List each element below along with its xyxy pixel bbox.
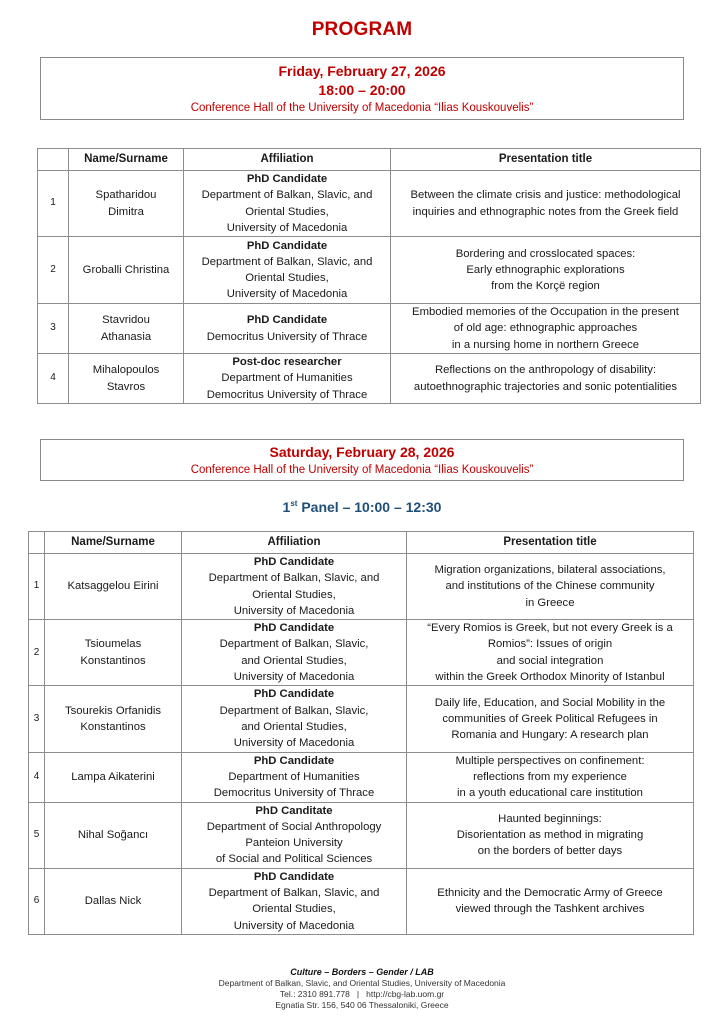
presentation-title: Migration organizations, bilateral associations, and institutions of the Chinese community in Greece bbox=[407, 554, 694, 620]
footer-contact: Tel.: 2310 891.778 | http://cbg-lab.uom.gr bbox=[279, 989, 445, 999]
footer-department: Department of Balkan, Slavic, and Oriental Studies, University of Macedonia bbox=[218, 978, 506, 988]
role: PhD Candidate bbox=[253, 622, 335, 635]
row-number: 1 bbox=[29, 554, 45, 620]
affiliation: PhD Candidate Department of Balkan, Slavic, and Oriental Studies, University of Macedonia bbox=[182, 620, 407, 686]
presenter-name: Spatharidou Dimitra bbox=[69, 171, 184, 237]
presentation-title: Ethnicity and the Democratic Army of Greece viewed through the Tashkent archives bbox=[407, 868, 694, 934]
affiliation: PhD Candidate Department of Balkan, Slavic, and Oriental Studies, University of Macedonia bbox=[182, 554, 407, 620]
role: PhD Candidate bbox=[253, 870, 335, 883]
row-number: 3 bbox=[38, 304, 69, 354]
row-number: 2 bbox=[29, 620, 45, 686]
header-number bbox=[29, 532, 45, 554]
presenter-name: Tsourekis Orfanidis Konstantinos bbox=[45, 686, 182, 752]
row-number: 5 bbox=[29, 802, 45, 868]
role: PhD Candidate bbox=[246, 173, 328, 185]
presenter-name: Lampa Aikaterini bbox=[45, 752, 182, 802]
footer bbox=[0, 967, 724, 1011]
header-presentation-title: Presentation title bbox=[407, 532, 694, 554]
presentation-title: Multiple perspectives on confinement: reflections from my experience in a youth educational care institution bbox=[407, 752, 694, 802]
day2-venue: Conference Hall of the University of Macedonia “Ilias Kouskouvelis” bbox=[190, 464, 534, 476]
footer-lab-name: Culture – Borders – Gender / LAB bbox=[290, 967, 434, 977]
table-row bbox=[38, 237, 701, 304]
page-title: PROGRAM bbox=[311, 19, 413, 40]
table-row bbox=[38, 171, 701, 237]
presenter-name: Nihal Soğancı bbox=[45, 802, 182, 868]
presenter-name: Tsioumelas Konstantinos bbox=[45, 620, 182, 686]
day1-time: 18:00 – 20:00 bbox=[318, 82, 406, 98]
role: PhD Candidate bbox=[246, 314, 328, 327]
affiliation: PhD Candidate Department of Balkan, Slavic, and Oriental Studies, University of Macedonia bbox=[182, 868, 407, 934]
presentation-title: Bordering and crosslocated spaces: Early ethnographic explorations from the Korçë region bbox=[391, 237, 701, 304]
row-number: 1 bbox=[38, 171, 69, 237]
presentation-title: Daily life, Education, and Social Mobility in the communities of Greek Political Refugees in Romania and Hungary: A research plan bbox=[407, 686, 694, 752]
day2-date: Saturday, February 28, 2026 bbox=[269, 444, 455, 460]
day1-program-table bbox=[37, 148, 701, 404]
affiliation: PhD Candidate Department of Balkan, Slavic, and Oriental Studies, University of Macedonia bbox=[184, 237, 391, 304]
role: PhD Candidate bbox=[253, 688, 335, 701]
presenter-name: Mihalopoulos Stavros bbox=[69, 354, 184, 404]
row-number: 4 bbox=[38, 354, 69, 404]
presentation-title: “Every Romios is Greek, but not every Greek is a Romios”: Issues of origin and social integration within the Greek Orthodox Minority of Istanbul bbox=[407, 620, 694, 686]
affiliation: PhD Canditate Department of Social Anthropology Panteion University of Social and Political Sciences bbox=[182, 802, 407, 868]
header-presentation-title: Presentation title bbox=[391, 149, 701, 171]
table-row bbox=[29, 554, 694, 620]
affiliation: PhD Candidate Department of Balkan, Slavic, and Oriental Studies, University of Macedonia bbox=[184, 171, 391, 237]
table-row bbox=[29, 620, 694, 686]
role: PhD Candidate bbox=[246, 239, 328, 252]
day1-venue: Conference Hall of the University of Macedonia “Ilias Kouskouvelis” bbox=[190, 102, 534, 114]
header-name: Name/Surname bbox=[45, 532, 182, 554]
day2-program-table bbox=[28, 531, 694, 935]
day2-header-box bbox=[40, 439, 684, 481]
table-row bbox=[29, 686, 694, 752]
affiliation: Post-doc researcher Department of Humanities Democritus University of Thrace bbox=[184, 354, 391, 404]
presentation-title: Reflections on the anthropology of disability: autoethnographic trajectories and sonic potentialities bbox=[391, 354, 701, 404]
presenter-name: Groballi Christina bbox=[69, 237, 184, 304]
presentation-title: Haunted beginnings: Disorientation as method in migrating on the borders of better days bbox=[407, 802, 694, 868]
presenter-name: Dallas Nick bbox=[45, 868, 182, 934]
row-number: 2 bbox=[38, 237, 69, 304]
table-header-row bbox=[29, 532, 694, 554]
header-affiliation: Affiliation bbox=[182, 532, 407, 554]
table-row bbox=[29, 752, 694, 802]
panel-heading: 1st Panel – 10:00 – 12:30 bbox=[282, 499, 442, 515]
presenter-name: Katsaggelou Eirini bbox=[45, 554, 182, 620]
row-number: 3 bbox=[29, 686, 45, 752]
presenter-name: Stavridou Athanasia bbox=[69, 304, 184, 354]
affiliation: PhD Candidate Department of Balkan, Slavic, and Oriental Studies, University of Macedonia bbox=[182, 686, 407, 752]
role: PhD Candidate bbox=[253, 754, 335, 767]
header-number bbox=[38, 149, 69, 171]
affiliation: PhD Candidate Department of Humanities Democritus University of Thrace bbox=[182, 752, 407, 802]
header-affiliation: Affiliation bbox=[184, 149, 391, 171]
role: Post-doc researcher bbox=[232, 356, 342, 369]
role: PhD Canditate bbox=[255, 804, 333, 817]
table-row bbox=[29, 868, 694, 934]
row-number: 6 bbox=[29, 868, 45, 934]
row-number: 4 bbox=[29, 752, 45, 802]
day1-date: Friday, February 27, 2026 bbox=[278, 63, 446, 79]
table-row bbox=[38, 304, 701, 354]
day1-header-box bbox=[40, 57, 684, 120]
header-name: Name/Surname bbox=[69, 149, 184, 171]
table-row bbox=[29, 802, 694, 868]
footer-address: Egnatia Str. 156, 540 06 Thessaloniki, Greece bbox=[275, 1000, 449, 1010]
affiliation: PhD Candidate Democritus University of Thrace bbox=[184, 304, 391, 354]
role: PhD Candidate bbox=[253, 556, 335, 568]
presentation-title: Embodied memories of the Occupation in the present of old age: ethnographic approaches in a nursing home in northern Greece bbox=[391, 304, 701, 354]
table-row bbox=[38, 354, 701, 404]
presentation-title: Between the climate crisis and justice: methodological inquiries and ethnographic notes from the Greek field bbox=[391, 171, 701, 237]
table-header-row bbox=[38, 149, 701, 171]
